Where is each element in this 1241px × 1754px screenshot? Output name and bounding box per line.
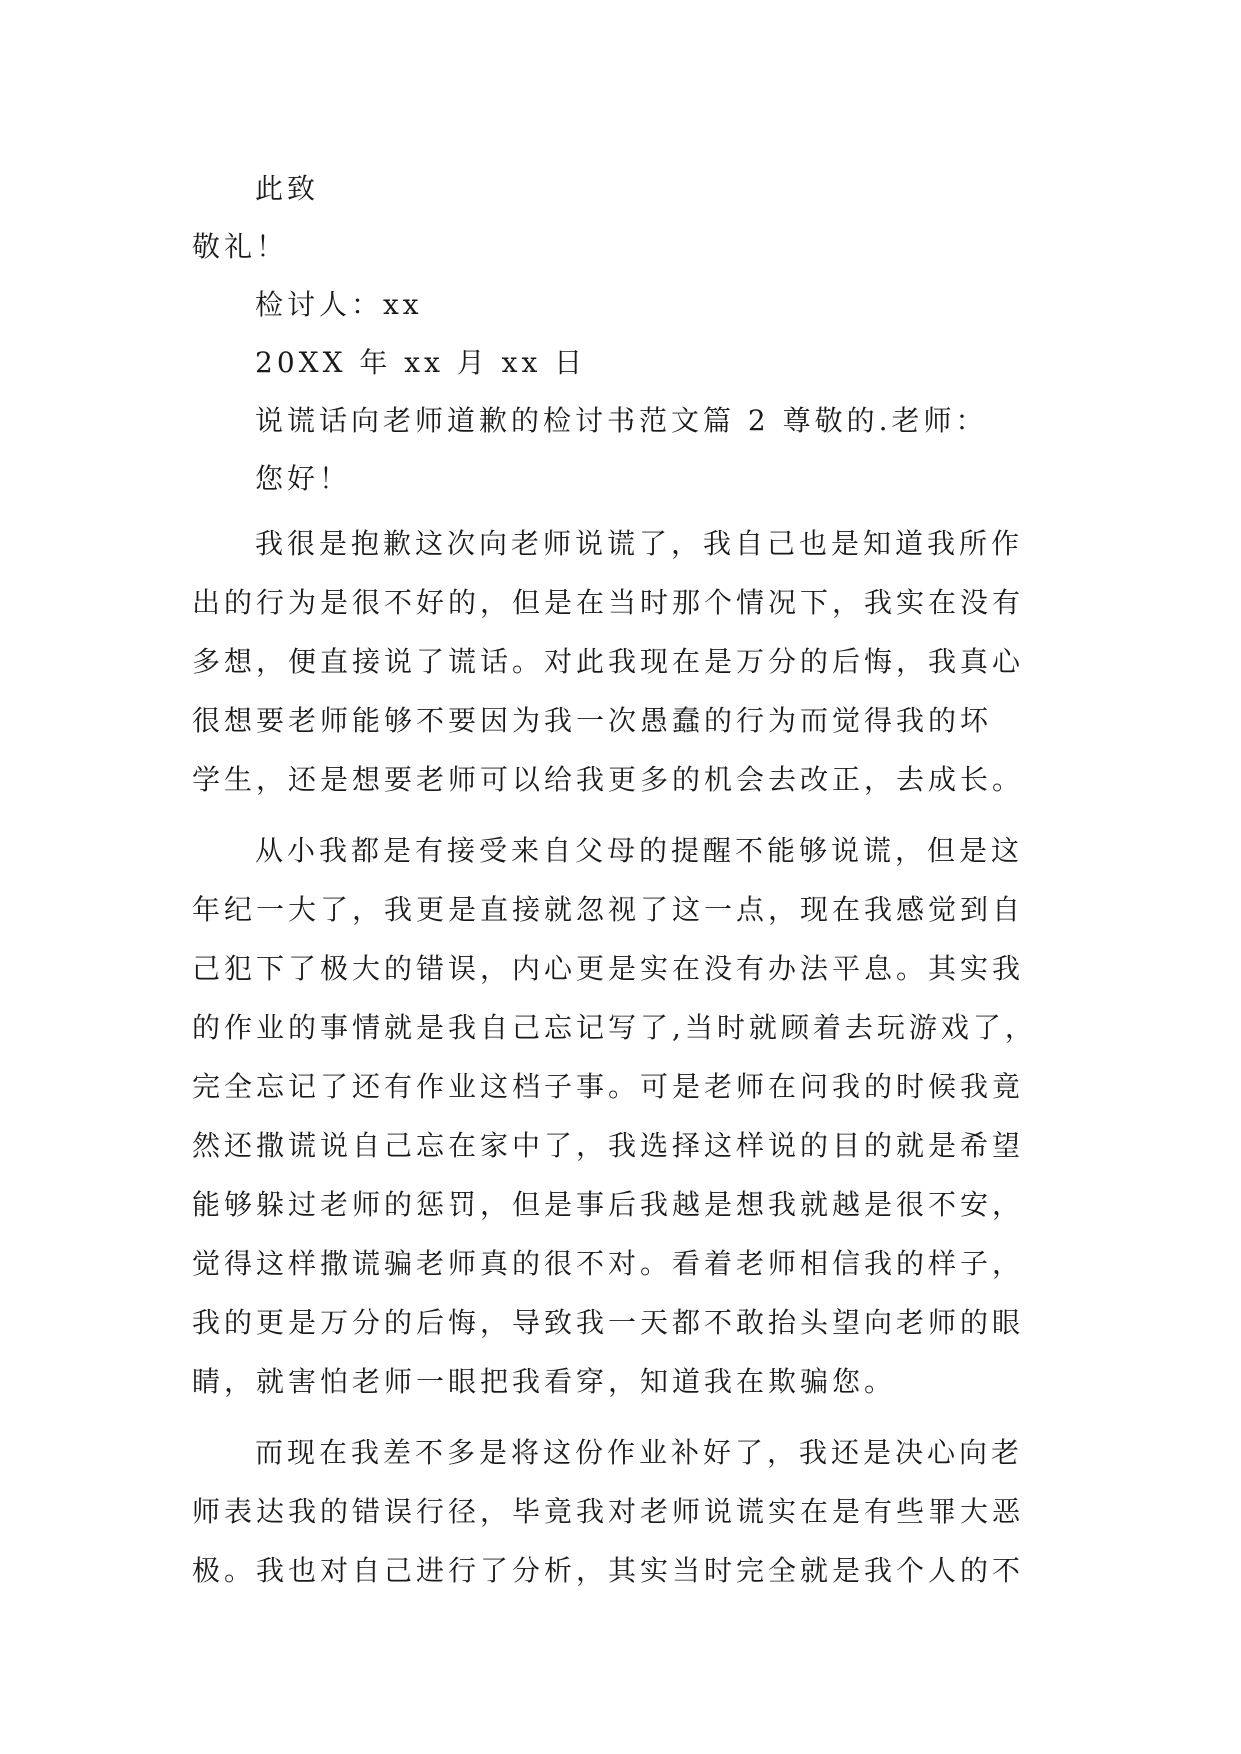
paragraph-line: 年纪一大了，我更是直接就忽视了这一点，现在我感觉到自 xyxy=(192,893,1025,926)
paragraph-line: 我很是抱歉这次向老师说谎了，我自己也是知道我所作 xyxy=(255,527,1024,560)
paragraph-3 xyxy=(192,1423,1072,1600)
paragraph-line: 从小我都是有接受来自父母的提醒不能够说谎，但是这 xyxy=(255,834,1024,867)
paragraph-line: 觉得这样撒谎骗老师真的很不对。看着老师相信我的样子， xyxy=(192,1247,1025,1280)
paragraph-line: 然还撒谎说自己忘在家中了，我选择这样说的目的就是希望 xyxy=(192,1129,1025,1162)
paragraph-2 xyxy=(192,821,1072,1411)
paragraph-line: 我的更是万分的后悔，导致我一天都不敢抬头望向老师的眼 xyxy=(192,1306,1025,1339)
paragraph-line: 学生，还是想要老师可以给我更多的机会去改正，去成长。 xyxy=(192,763,1025,796)
paragraph-line: 睛，就害怕老师一眼把我看穿，知道我在欺骗您。 xyxy=(192,1365,897,1398)
greeting-line: 您好！ xyxy=(255,462,352,495)
salute-line: 敬礼！ xyxy=(192,230,289,263)
paragraph-line: 极。我也对自己进行了分析，其实当时完全就是我个人的不 xyxy=(192,1554,1025,1587)
paragraph-line: 完全忘记了还有作业这档子事。可是老师在问我的时候我竟 xyxy=(192,1070,1025,1103)
paragraph-line: 的作业的事情就是我自己忘记写了,当时就顾着去玩游戏了， xyxy=(192,1011,1037,1044)
signer-line: 检讨人：xx xyxy=(255,288,423,321)
paragraph-line: 师表达我的错误行径，毕竟我对老师说谎实在是有些罪大恶 xyxy=(192,1495,1025,1528)
paragraph-1 xyxy=(192,514,1072,809)
letter-header xyxy=(192,160,1072,508)
date-line: 20XX 年 xx 月 xx 日 xyxy=(255,346,587,379)
paragraph-line: 出的行为是很不好的，但是在当时那个情况下，我实在没有 xyxy=(192,586,1025,619)
closing-line: 此致 xyxy=(255,172,320,205)
paragraph-line: 而现在我差不多是将这份作业补好了，我还是决心向老 xyxy=(255,1436,1024,1469)
paragraph-line: 己犯下了极大的错误，内心更是实在没有办法平息。其实我 xyxy=(192,952,1025,985)
letter-body xyxy=(192,160,1072,1600)
section-heading: 说谎话向老师道歉的检讨书范文篇 2 尊敬的.老师： xyxy=(255,404,988,437)
paragraph-line: 多想，便直接说了谎话。对此我现在是万分的后悔，我真心 xyxy=(192,645,1025,678)
paragraph-line: 能够躲过老师的惩罚，但是事后我越是想我就越是很不安， xyxy=(192,1188,1025,1221)
paragraph-line: 很想要老师能够不要因为我一次愚蠢的行为而觉得我的坏 xyxy=(192,704,993,737)
